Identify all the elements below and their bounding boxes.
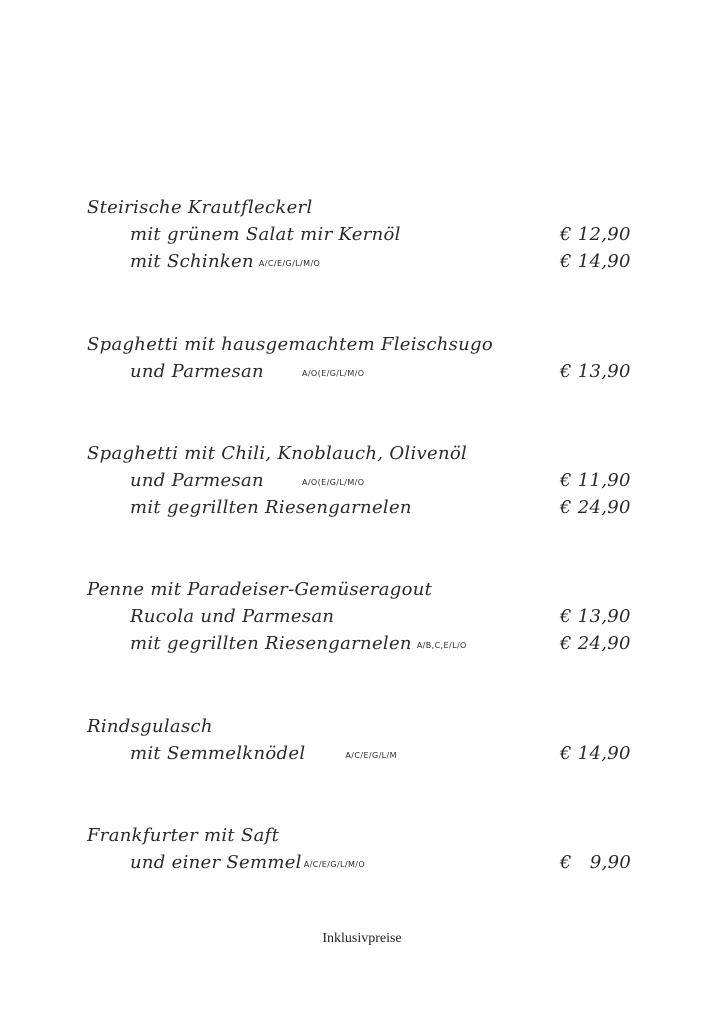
- dish-price: € 13,90: [560, 606, 631, 627]
- dish-option-text: mit Schinken: [130, 251, 254, 272]
- dish-option-text: mit gegrillten Riesengarnelen: [130, 497, 412, 518]
- dish-option: [130, 852, 365, 873]
- dish-option: [130, 224, 401, 245]
- dish-price: € 12,90: [560, 224, 631, 245]
- dish-title: Rindsgulasch: [87, 716, 213, 737]
- dish-option: [130, 606, 334, 627]
- dish-option-row: [0, 743, 724, 770]
- footer-note: Inklusivpreise: [322, 931, 402, 946]
- dish-option-row: [0, 852, 724, 879]
- menu-item-title-row: [0, 716, 724, 743]
- menu-item-title-row: [0, 443, 724, 470]
- dish-option-row: [0, 606, 724, 633]
- dish-option: [130, 743, 397, 764]
- dish-option-text: mit grünem Salat mir Kernöl: [130, 224, 401, 245]
- allergen-codes: A/B,C,E/L/O: [416, 641, 467, 650]
- dish-option-row: [0, 224, 724, 251]
- dish-option-row: [0, 470, 724, 497]
- dish-title: Steirische Krautfleckerl: [87, 197, 313, 218]
- allergen-codes: A/O(E/G/L/M/O: [301, 478, 365, 487]
- dish-option: [130, 251, 320, 272]
- dish-option-text: und einer Semmel: [130, 852, 302, 873]
- dish-option: [130, 470, 364, 491]
- dish-price: € 13,90: [560, 361, 631, 382]
- menu-item-title-row: [0, 334, 724, 361]
- menu-item-title-row: [0, 825, 724, 852]
- dish-price: € 11,90: [560, 470, 631, 491]
- allergen-codes: A/O(E/G/L/M/O: [301, 369, 365, 378]
- dish-option-text: und Parmesan: [130, 470, 264, 491]
- dish-price: € 24,90: [560, 497, 631, 518]
- dish-option: [130, 497, 412, 518]
- allergen-codes: A/C/E/G/L/M/O: [258, 259, 321, 268]
- dish-option-text: mit gegrillten Riesengarnelen: [130, 633, 412, 654]
- dish-option-row: [0, 361, 724, 388]
- dish-title: Spaghetti mit Chili, Knoblauch, Olivenöl: [87, 443, 468, 464]
- dish-title: Penne mit Paradeiser-Gemüseragout: [87, 579, 433, 600]
- dish-price: € 14,90: [560, 743, 631, 764]
- dish-option: [130, 361, 364, 382]
- allergen-codes: A/C/E/G/L/M: [345, 751, 397, 760]
- dish-price: € 24,90: [560, 633, 631, 654]
- dish-title: Frankfurter mit Saft: [87, 825, 280, 846]
- dish-option-row: [0, 251, 724, 278]
- dish-option-text: und Parmesan: [130, 361, 264, 382]
- dish-option: [130, 633, 467, 654]
- dish-option-text: Rucola und Parmesan: [130, 606, 335, 627]
- dish-title: Spaghetti mit hausgemachtem Fleischsugo: [87, 334, 494, 355]
- dish-option-row: [0, 633, 724, 660]
- dish-price: € 9,90: [560, 852, 632, 873]
- allergen-codes: A/C/E/G/L/M/O: [303, 860, 366, 869]
- dish-option-text: mit Semmelknödel: [130, 743, 306, 764]
- dish-price: € 14,90: [560, 251, 631, 272]
- menu-item-title-row: [0, 579, 724, 606]
- menu-item-title-row: [0, 197, 724, 224]
- dish-option-row: [0, 497, 724, 524]
